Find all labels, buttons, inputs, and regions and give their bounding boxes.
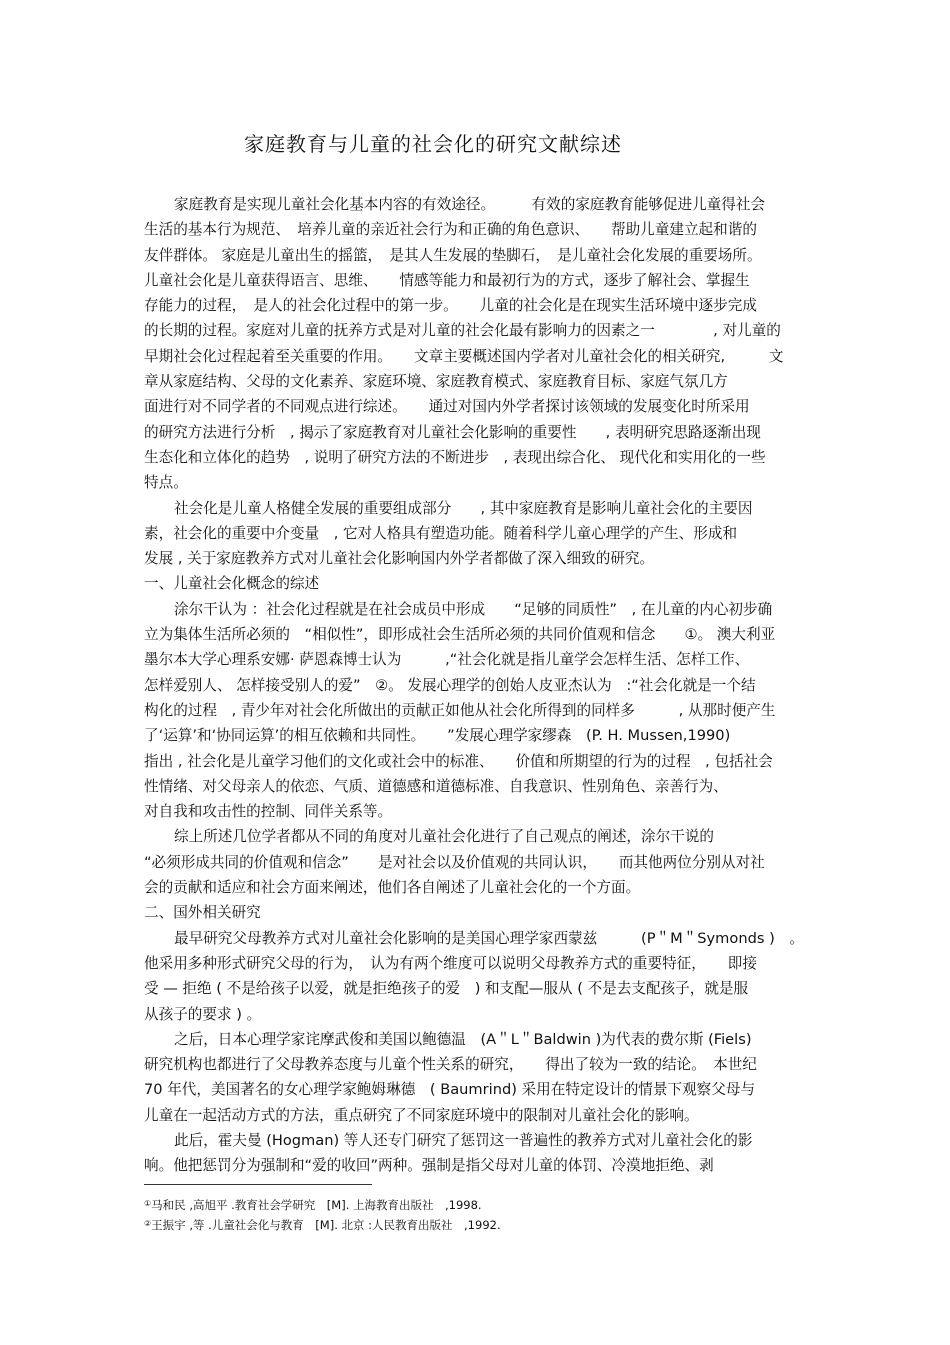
text-line: 儿童在一起活动方式的方法，重点研究了不同家庭环境中的限制对儿童社会化的影响。 [144,1106,699,1124]
text-line: 研究机构也都进行了父母教养态度与儿童个性关系的研究， 得出了较为一致的结论。 本世纪 [144,1056,757,1074]
text-line: 面进行对不同学者的不同观点进行综述。 通过对国内外学者探讨该领域的发展变化时所采用 [144,398,750,416]
footnote-divider [144,1184,372,1185]
footnote-mark: ① [144,1199,152,1208]
text-line: 发展 , 关于家庭教养方式对儿童社会化影响国内外学者都做了深入细致的研究。 [144,550,655,568]
text-line: 儿童社会化是儿童获得语言、思维、 情感等能力和最初行为的方式，逐步了解社会、掌握生 [144,271,750,289]
text-line: 的研究方法进行分析 , 揭示了家庭教育对儿童社会化影响的重要性 , 表明研究思路逐渐出现 [144,423,761,441]
text-line: 特点。 [144,474,188,492]
footnote-mark: ② [144,1219,152,1228]
text-line: 墨尔本大学心理系安娜· 萨恩森博士认为 ,“社会化就是指儿童学会怎样生活、怎样工作、 [144,651,750,669]
text-line: 之后，日本心理学家诧摩武俊和美国以鲍德温 (A＂L＂Baldwin )为代表的费尔斯 (Fiels) [174,1030,752,1048]
text-line: 章从家庭结构、父母的文化素养、家庭环境、家庭教育模式、家庭教育目标、家庭气氛几方 [144,373,728,391]
text-line: 此后，霍夫曼 (Hogman) 等人还专门研究了惩罚这一普遍性的教养方式对儿童社会化的影 [174,1131,753,1149]
text-line: 受 — 拒绝 ( 不是给孩子以爱，就是拒绝孩子的爱 ) 和支配—服从 ( 不是去支配孩子，就是服 [144,980,749,998]
body-text [144,192,812,1179]
footnote-2 [144,1214,812,1234]
section-heading: 一、儿童社会化概念的综述 [144,575,320,593]
text-line: 响。他把惩罚分为强制和“爱的收回”两种。强制是指父母对儿童的体罚、冷漠地拒绝、剥 [144,1157,714,1175]
text-line: 最早研究父母教养方式对儿童社会化影响的是美国心理学家西蒙兹 (P＂M＂Symonds ) 。 [174,929,804,947]
text-line: 构化的过程 , 青少年对社会化所做出的贡献正如他从社会化所得到的同样多 , 从那时便产生 [144,701,776,719]
text-line: 社会化是儿童人格健全发展的重要组成部分 , 其中家庭教育是影响儿童社会化的主要因 [174,499,753,517]
text-line: 指出 , 社会化是儿童学习他们的文化或社会中的标准、 价值和所期望的行为的过程 , 包括社会 [144,752,773,770]
text-line: 素，社会化的重要中介变量 , 它对人格具有塑造功能。随着科学儿童心理学的产生、形成和 [144,524,738,542]
text-line: 生活的基本行为规范、 培养儿童的亲近社会行为和正确的角色意识、 帮助儿童建立起和谐的 [144,221,757,239]
text-line: 会的贡献和适应和社会方面来阐述，他们各自阐述了儿童社会化的一个方面。 [144,879,641,897]
footnote-text: 马和民 ,高旭平 .教育社会学研究 [M]. 上海教育出版社 ,1998. [151,1198,482,1212]
section-heading: 二、国外相关研究 [144,904,261,922]
text-line: 了‘运算’和‘协同运算’的相互依赖和共同性。 ”发展心理学家缪森 (P. H. Mussen,1990) [144,727,731,745]
text-line: 生态化和立体化的趋势 , 说明了研究方法的不断进步 , 表现出综合化、 现代化和实用化的一些 [144,448,766,466]
text-line: 他采用多种形式研究父母的行为， 认为有两个维度可以说明父母教养方式的重要特征， 即接 [144,954,757,972]
text-line: 70 年代，美国著名的女心理学家鲍姆琳德 ( Baumrind) 采用在特定设计的情景下观察父母与 [144,1081,756,1099]
text-line: 家庭教育是实现儿童社会化基本内容的有效途径。 有效的家庭教育能够促进儿童得社会 [174,196,766,213]
text-line: 性情绪、对父母亲人的依恋、气质、道德感和道德标准、自我意识、性别角色、亲善行为、 [144,777,728,795]
text-line: 友伴群体。 家庭是儿童出生的摇篮， 是其人生发展的垫脚石， 是儿童社会化发展的重要场所。 [144,246,762,264]
text-line: 早期社会化过程起着至关重要的作用。 文章主要概述国内学者对儿童社会化的相关研究, 文 [144,347,784,365]
text-line: 涂尔干认为 ：社会化过程就是在社会成员中形成 “足够的同质性” , 在儿童的内心初步确 [174,600,773,618]
text-line: 立为集体生活所必须的 “相似性”，即形成社会生活所必须的共同价值观和信念 ①。 澳大利亚 [144,626,776,644]
text-line: 怎样爱别人、 怎样接受别人的爱” ②。 发展心理学的创始人皮亚杰认为 :“社会化就是一个结 [144,676,756,694]
text-line: 的长期的过程。家庭对儿童的抚养方式是对儿童的社会化最有影响力的因素之一 , 对儿童的 [144,322,781,340]
text-line: 对自我和攻击性的控制、同伴关系等。 [144,803,393,821]
footnote-text: 王振宇 ,等 .儿童社会化与教育 [M]. 北京 :人民教育出版社 ,1992. [151,1218,501,1232]
footnotes [144,1194,812,1234]
text-line: “必须形成共同的价值观和信念” 是对社会以及价值观的共同认识， 而其他两位分别从对社 [144,853,765,871]
text-line: 存能力的过程， 是人的社会化过程中的第一步。 儿童的社会化是在现实生活环境中逐步完成 [144,297,757,315]
text-line: 从孩子的要求 ) 。 [144,1005,262,1023]
footnote-1 [144,1194,812,1214]
page-title: 家庭教育与儿童的社会化的研究文献综述 [244,132,622,156]
text-line: 综上所述几位学者都从不同的角度对儿童社会化进行了自己观点的阐述，涂尔干说的 [174,828,714,846]
